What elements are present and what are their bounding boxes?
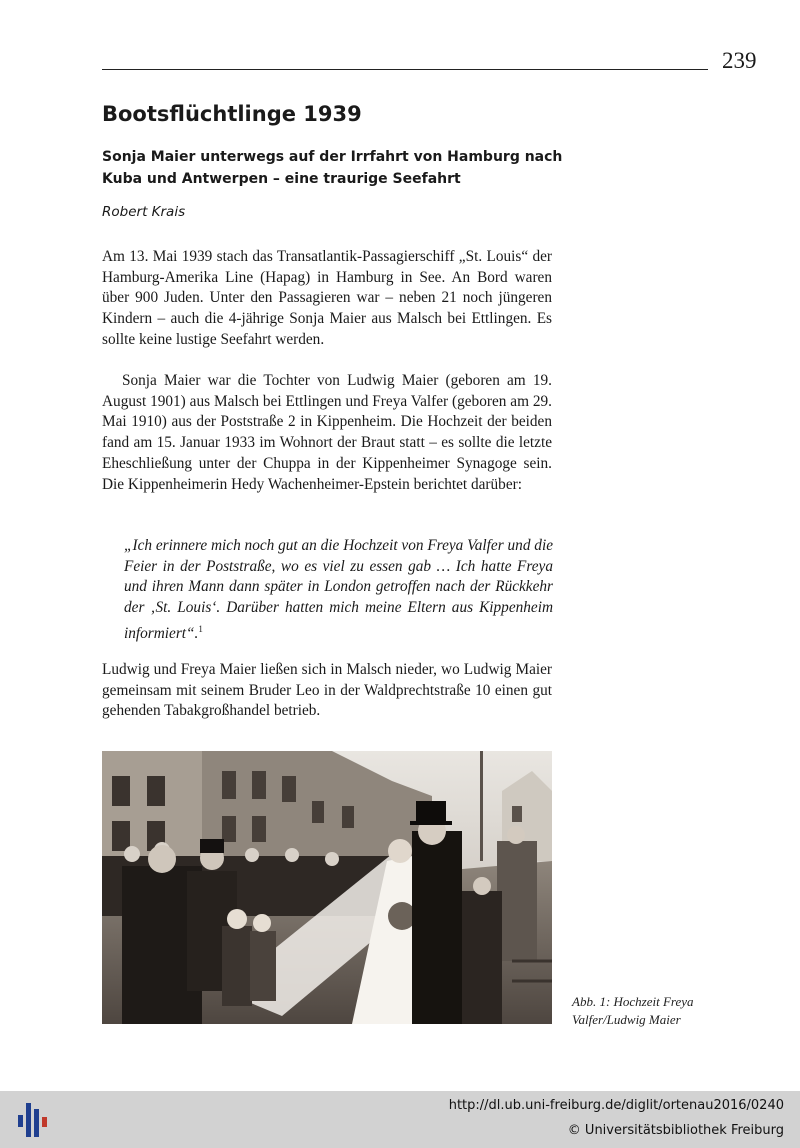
page-number: 239 (722, 48, 757, 73)
article-subtitle: Sonja Maier unterwegs auf der Irrfahrt von Hamburg nach Kuba und Antwerpen – eine traurige Seefahrt (102, 149, 563, 187)
ub-freiburg-logo-icon (14, 1099, 54, 1141)
footer-url-link[interactable]: http://dl.ub.uni-freiburg.de/diglit/ortenau2016/0240 (448, 1098, 784, 1113)
paragraph-3: Ludwig und Freya Maier ließen sich in Malsch nieder, wo Ludwig Maier gemeinsam mit seinem Bruder Leo in der Waldprechtstraße 10 einen gut gehenden Tabakgroßhandel betrieb. (102, 661, 552, 720)
figure-caption: Abb. 1: Hochzeit Freya Valfer/Ludwig Maier (572, 994, 694, 1027)
footnote-marker: 1 (198, 623, 203, 634)
wedding-photo-image (102, 751, 552, 1024)
wedding-photo (102, 751, 552, 1024)
block-quote (124, 536, 553, 645)
footer-copyright: © Universitätsbibliothek Freiburg (567, 1123, 784, 1138)
article-title: Bootsflüchtlinge 1939 (102, 102, 362, 126)
article-author: Robert Krais (102, 204, 186, 220)
paragraph-1: Am 13. Mai 1939 stach das Transatlantik-Passagierschiff „St. Louis“ der Hamburg-Amerika Line (Hapag) in Hamburg in See. An Bord waren über 900 Juden. Unter den Passagieren war – neben 21 noch jüngeren Kindern – auch die 4-jährige Sonja Maier aus Malsch bei Ettlingen. Es sollte keine lustige Seefahrt werden. (102, 248, 552, 348)
footer-bar (0, 1091, 800, 1148)
header-rule (102, 69, 708, 70)
paragraph-2: Sonja Maier war die Tochter von Ludwig Maier (geboren am 19. August 1901) aus Malsch bei Ettlingen und Freya Valfer (geboren am 29. Mai 1910) aus der Poststraße 2 in Kippenheim. Die Hochzeit der beiden fand am 15. Januar 1933 im Wohnort der Braut statt – es sollte die letzte Eheschließung unter der Chuppa in der Kippenheimer Synagoge sein. Die Kippenheimerin Hedy Wachenheimer-Epstein berichtet darüber: (102, 372, 552, 493)
quote-text: „Ich erinnere mich noch gut an die Hochzeit von Freya Valfer und die Feier in der Poststraße, wo es viel zu essen gab … Ich hatte Freya und ihren Mann dann später in London getroffen nach der Rückkehr der ‚St. Louis‘. Darüber hatten mich meine Eltern aus Kippenheim informiert“. (124, 537, 553, 642)
